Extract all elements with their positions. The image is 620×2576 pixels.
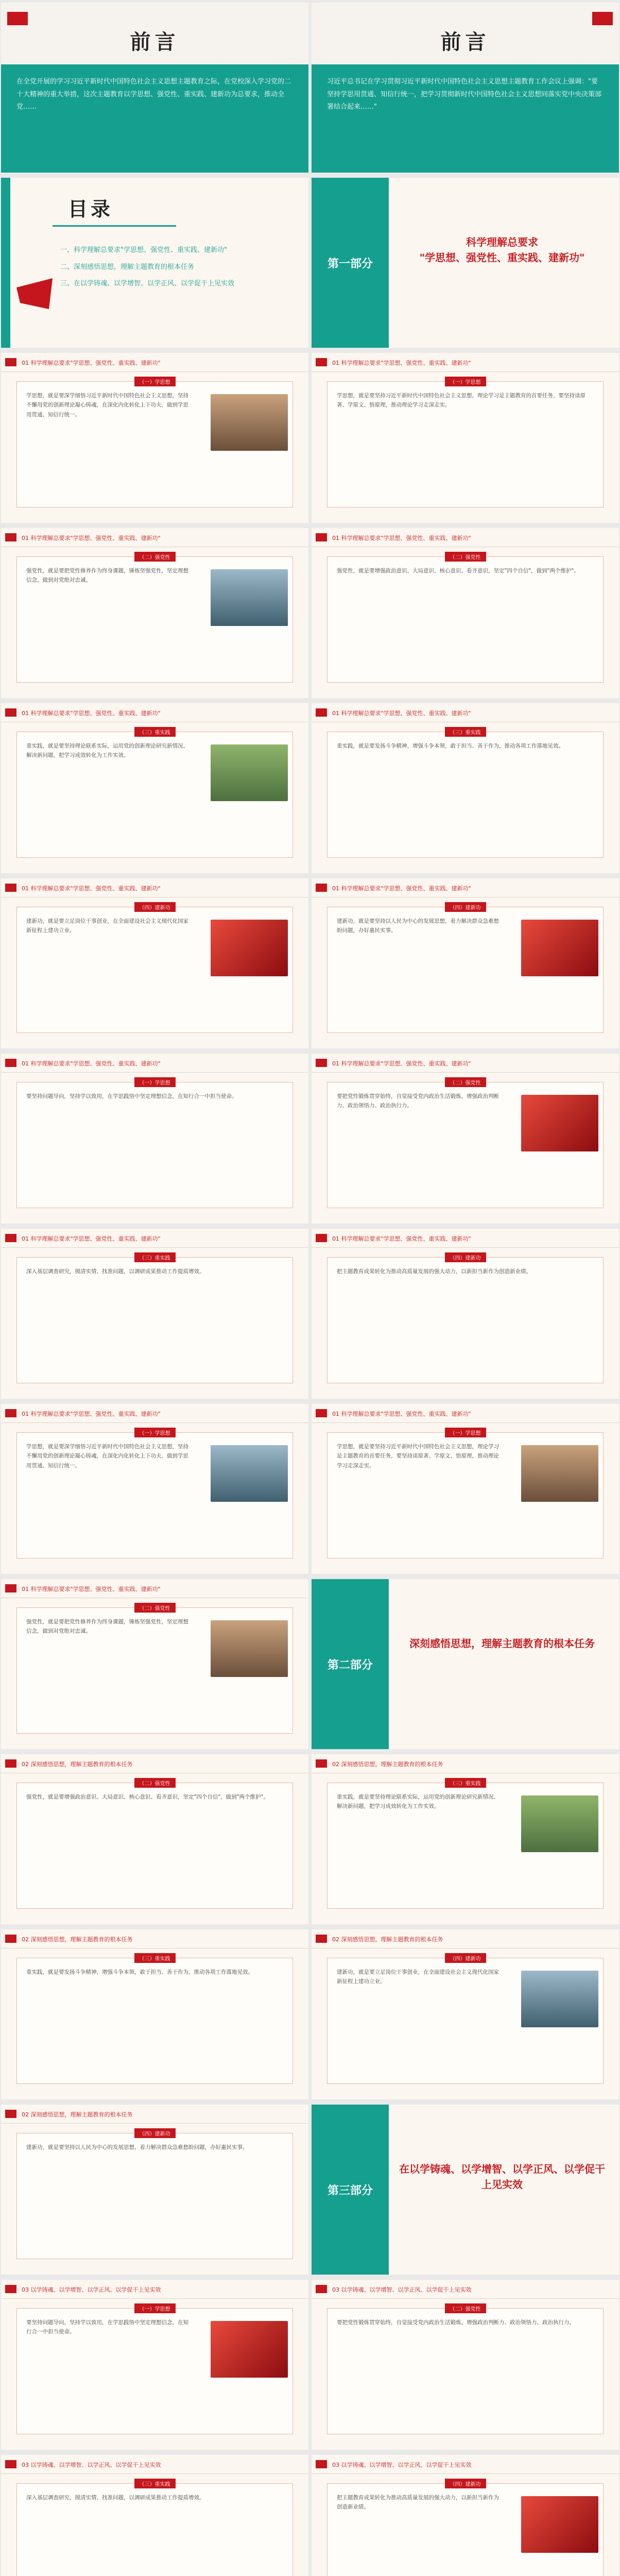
section-header: 01 科学理解总要求"学思想、强党性、重实践、建新功": [332, 1235, 471, 1242]
toc-item[interactable]: 二、深刻感悟思想，理解主题教育的根本任务: [60, 263, 195, 271]
section-header: 02 深刻感悟思想，理解主题教育的根本任务: [22, 2111, 133, 2118]
content-slide[interactable]: [1, 528, 308, 698]
illustration-image: [211, 1620, 288, 1677]
section-header: 01 科学理解总要求"学思想、强党性、重实践、建新功": [22, 1060, 161, 1067]
flag-icon: [316, 884, 327, 892]
section-tag: （二）强党性: [134, 552, 176, 562]
flag-icon: [16, 278, 53, 309]
body-text: 学思想，就是要深学细悟习近平新时代中国特色社会主义思想，坚持不懈用党的创新理论凝心铸魂，在深化内化转化上下功夫，做到学思用贯通、知信行统一。: [26, 1444, 188, 1469]
illustration-image: [211, 394, 288, 451]
flag-icon: [5, 358, 16, 366]
section-header: 01 科学理解总要求"学思想、强党性、重实践、建新功": [22, 885, 161, 892]
illustration-image: [521, 1095, 598, 1151]
section-header: 01 科学理解总要求"学思想、强党性、重实践、建新功": [22, 1235, 161, 1242]
section-tag: （二）强党性: [445, 2303, 486, 2313]
row: [0, 701, 620, 876]
section-tag: （三）重实践: [134, 727, 176, 737]
illustration-image: [521, 1795, 598, 1852]
section-tag: （三）重实践: [445, 1778, 486, 1788]
body-text: 建新功，就是要立足岗位干事创业，在全面建设社会主义现代化国家新征程上建功立业。: [337, 1969, 499, 1985]
flag-icon: [5, 1935, 16, 1943]
illustration-image: [211, 920, 288, 976]
body-text: 建新功，就是要立足岗位干事创业，在全面建设社会主义现代化国家新征程上建功立业。: [26, 918, 188, 934]
section-tag: （二）强党性: [445, 552, 486, 562]
section-header: 02 深刻感悟思想，理解主题教育的根本任务: [332, 1936, 443, 1943]
content-box: [16, 1257, 293, 1383]
part-subtitle: 科学理解总要求: [466, 236, 538, 248]
row-cover: [0, 0, 620, 175]
content-slide[interactable]: [312, 2455, 619, 2576]
illustration-image: [211, 1445, 288, 1502]
content-box: [327, 2308, 604, 2434]
content-slide[interactable]: [1, 2455, 308, 2576]
section-header: 03 以学铸魂、以学增智、以学正风、以学促干上见实效: [22, 2286, 161, 2293]
flag-icon: [5, 2285, 16, 2293]
content-slide[interactable]: [312, 528, 619, 698]
section-tag: （一）学思想: [134, 2303, 176, 2313]
flag-icon: [7, 12, 28, 25]
content-slide[interactable]: [312, 1754, 619, 1924]
section-tag: （四）建新功: [134, 902, 176, 912]
body-text: 强党性，就是要增强政治意识、大局意识、核心意识、看齐意识，坚定"四个自信"，做到"两个维护"。: [337, 568, 579, 574]
body-text: 强党性，就是要把党性修养作为终身课题，锤炼坚强党性，坚定理想信念，做到对党绝对忠诚。: [26, 1619, 188, 1635]
body-text: 要坚持问题导向，坚持学以致用，在学思践悟中坚定理想信念，在知行合一中担当使命。: [26, 2319, 188, 2335]
flag-icon: [5, 1584, 16, 1592]
content-slide[interactable]: [1, 1229, 308, 1399]
flag-icon: [5, 1759, 16, 1768]
flag-icon: [316, 533, 327, 541]
content-slide[interactable]: [312, 353, 619, 523]
slide-preface-right[interactable]: [312, 3, 619, 173]
page-title: 前言: [130, 30, 180, 54]
section-header: 01 科学理解总要求"学思想、强党性、重实践、建新功": [22, 535, 161, 541]
flag-icon: [316, 2460, 327, 2468]
section-tag: （四）建新功: [445, 902, 486, 912]
section-header: 03 以学铸魂、以学增智、以学正风、以学促干上见实效: [332, 2462, 472, 2468]
section-header: 01 科学理解总要求"学思想、强党性、重实践、建新功": [22, 1411, 161, 1417]
section-header: 03 以学铸魂、以学增智、以学正风、以学促干上见实效: [332, 2286, 472, 2293]
flag-icon: [316, 1059, 327, 1067]
part-subtitle-2: "学思想、强党性、重实践、建新功": [419, 251, 585, 264]
flag-icon: [316, 358, 327, 366]
page-title: 前言: [440, 30, 490, 54]
content-slide[interactable]: [1, 878, 308, 1048]
content-slide[interactable]: [1, 1754, 308, 1924]
section-header: 01 科学理解总要求"学思想、强党性、重实践、建新功": [332, 710, 471, 717]
section-header: 01 科学理解总要求"学思想、强党性、重实践、建新功": [332, 1060, 471, 1067]
content-slide[interactable]: [1, 1929, 308, 2099]
body-text: 把主题教育成果转化为推动高质量发展的强大动力，以新担当新作为创造新业绩。: [337, 2495, 499, 2511]
section-header: 01 科学理解总要求"学思想、强党性、重实践、建新功": [332, 885, 471, 892]
body-text: 深入基层调查研究，摸清实情、找准问题，以调研成果推动工作提质增效。: [26, 2495, 205, 2501]
body-text: 学思想，就是要深学细悟习近平新时代中国特色社会主义思想，坚持不懈用党的创新理论凝心铸魂，在深化内化转化上下功夫，做到学思用贯通、知信行统一。: [26, 393, 188, 418]
slide-toc[interactable]: [1, 178, 308, 348]
flag-icon: [592, 12, 613, 25]
part-label: 第二部分: [327, 1658, 373, 1672]
flag-icon: [316, 708, 327, 717]
flag-icon: [5, 708, 16, 717]
illustration-image: [211, 2321, 288, 2378]
body-text: 学思想，就是要坚持习近平新时代中国特色社会主义思想，理论学习是主题教育的首要任务，要坚持读原著、学原文、悟原理，推动理论学习走深走实。: [337, 393, 585, 409]
body-text: 重实践，就是要坚持理论联系实际，运用党的创新理论研究新情况、解决新问题，把学习成效转化为工作实效。: [337, 1794, 499, 1810]
section-header: 01 科学理解总要求"学思想、强党性、重实践、建新功": [22, 1586, 161, 1592]
row: [0, 2102, 620, 2277]
row: [0, 1401, 620, 1577]
toc-item[interactable]: 一、科学理解总要求"学思想、强党性、重实践、建新功": [60, 246, 227, 254]
illustration-image: [521, 920, 598, 976]
body-text: 重实践，就是要坚持理论联系实际，运用党的创新理论研究新情况、解决新问题，把学习成效转化为工作实效。: [26, 743, 188, 759]
slide-preface-left[interactable]: [1, 3, 308, 173]
content-slide[interactable]: [312, 1404, 619, 1574]
content-slide[interactable]: [1, 1404, 308, 1574]
body-text: 建新功，就是要坚持以人民为中心的发展思想，着力解决群众急难愁盼问题，办好惠民实事。: [337, 918, 499, 934]
body-text: 重实践，就是要发扬斗争精神，增强斗争本领，敢于担当、善于作为，推动各项工作落地见效。: [337, 743, 564, 749]
slide-part-2[interactable]: [312, 1579, 619, 1749]
section-tag: （三）重实践: [445, 727, 486, 737]
flag-icon: [316, 1234, 327, 1242]
row: [0, 2277, 620, 2452]
flag-icon: [5, 2460, 16, 2468]
content-slide[interactable]: [1, 703, 308, 873]
section-tag: （四）建新功: [445, 1953, 486, 1963]
content-box: [327, 381, 604, 507]
illustration-image: [521, 2496, 598, 2553]
slide-part-1[interactable]: [312, 178, 619, 348]
row-toc: [0, 175, 620, 350]
toc-title: 目录: [68, 197, 114, 221]
body-text: 强党性，就是要把党性修养作为终身课题，锤炼坚强党性，坚定理想信念，做到对党绝对忠诚。: [26, 568, 188, 584]
section-header: 01 科学理解总要求"学思想、强党性、重实践、建新功": [332, 360, 471, 366]
section-tag: （一）学思想: [445, 377, 486, 386]
content-slide[interactable]: [1, 2280, 308, 2450]
content-box: [16, 2133, 293, 2259]
section-header: 02 深刻感悟思想，理解主题教育的根本任务: [22, 1761, 133, 1768]
flag-icon: [316, 2285, 327, 2293]
section-tag: （四）建新功: [445, 1252, 486, 1262]
content-box: [16, 1082, 293, 1208]
body-text: 深入基层调查研究，摸清实情、找准问题，以调研成果推动工作提质增效。: [26, 1268, 205, 1275]
section-tag: （三）重实践: [134, 2479, 176, 2488]
flag-icon: [5, 2110, 16, 2118]
row: [0, 1577, 620, 1752]
body-text: 要把党性锻炼贯穿始终，自觉接受党内政治生活锻炼，增强政治判断力、政治领悟力、政治执行力。: [337, 1093, 499, 1109]
content-box: [327, 1257, 604, 1383]
flag-icon: [5, 1409, 16, 1417]
part-label: 第一部分: [327, 257, 373, 270]
content-box: [16, 1783, 293, 1909]
content-slide[interactable]: [312, 1054, 619, 1224]
content-slide[interactable]: [312, 1929, 619, 2099]
body-text: 重实践，就是要发扬斗争精神，增强斗争本领，敢于担当、善于作为，推动各项工作落地见效。: [26, 1969, 253, 1975]
section-header: 02 深刻感悟思想，理解主题教育的根本任务: [22, 1936, 133, 1943]
part-label: 第三部分: [327, 2184, 373, 2197]
section-tag: （一）学思想: [134, 1077, 176, 1087]
content-slide[interactable]: [1, 1054, 308, 1224]
section-tag: （四）建新功: [445, 2479, 486, 2488]
section-tag: （四）建新功: [134, 2128, 176, 2138]
row: [0, 526, 620, 701]
slide-part-3[interactable]: [312, 2105, 619, 2275]
content-slide[interactable]: [1, 1579, 308, 1749]
section-tag: （一）学思想: [134, 377, 176, 386]
flag-icon: [316, 1409, 327, 1417]
section-header: 02 深刻感悟思想，理解主题教育的根本任务: [332, 1761, 443, 1768]
flag-icon: [5, 533, 16, 541]
content-slide[interactable]: [312, 878, 619, 1048]
toc-list: [60, 242, 234, 293]
body-text: 要坚持问题导向，坚持学以致用，在学思践悟中坚定理想信念，在知行合一中担当使命。: [26, 1093, 237, 1099]
row: [0, 2452, 620, 2576]
body-text: 建新功，就是要坚持以人民为中心的发展思想，着力解决群众急难愁盼问题，办好惠民实事。: [26, 2144, 248, 2150]
content-slide[interactable]: [312, 1229, 619, 1399]
body-text: 要把党性锻炼贯穿始终，自觉接受党内政治生活锻炼，增强政治判断力、政治领悟力、政治执行力。: [337, 2319, 575, 2326]
section-header: 01 科学理解总要求"学思想、强党性、重实践、建新功": [332, 535, 471, 541]
section-tag: （一）学思想: [445, 1428, 486, 1437]
part-subtitle: 深刻感悟思想，理解主题教育的根本任务: [409, 1637, 595, 1650]
illustration-image: [521, 1445, 598, 1502]
flag-icon: [5, 884, 16, 892]
content-slide[interactable]: [312, 2280, 619, 2450]
toc-item[interactable]: 三、在以学铸魂、以学增智、以学正风、以学促干上见实效: [60, 280, 235, 287]
section-tag: （二）强党性: [445, 1077, 486, 1087]
illustration-image: [211, 569, 288, 626]
row: [0, 1752, 620, 1927]
part-subtitle: 在以学铸魂、以学增智、以学正风、以学促干上见实效: [399, 2163, 605, 2191]
flag-icon: [316, 1935, 327, 1943]
content-box: [16, 2483, 293, 2576]
row: [0, 1927, 620, 2102]
section-header: 01 科学理解总要求"学思想、强党性、重实践、建新功": [22, 360, 161, 366]
row: [0, 1226, 620, 1401]
section-tag: （三）重实践: [134, 1953, 176, 1963]
content-slide[interactable]: [1, 353, 308, 523]
body-text: 强党性，就是要增强政治意识、大局意识、核心意识、看齐意识，坚定"四个自信"，做到"两个维护"。: [26, 1794, 269, 1800]
illustration-image: [211, 744, 288, 801]
section-tag: （三）重实践: [134, 1252, 176, 1262]
preface-text: 在全党开展的学习习近平新时代中国特色社会主义思想主题教育之际，在党校深入学习党的二十大精神的重大举措，这次主题教育以学思想、强党性、重实践、建新功为总要求，推动全党……: [16, 78, 291, 111]
content-slide[interactable]: [312, 703, 619, 873]
flag-icon: [316, 1759, 327, 1768]
section-tag: （二）强党性: [134, 1603, 176, 1613]
flag-icon: [5, 1234, 16, 1242]
row: [0, 350, 620, 526]
body-text: 学思想，就是要坚持习近平新时代中国特色社会主义思想，理论学习是主题教育的首要任务，要坚持读原著、学原文、悟原理，推动理论学习走深走实。: [337, 1444, 499, 1469]
content-slide[interactable]: [1, 2105, 308, 2275]
illustration-image: [521, 1971, 598, 2027]
content-box: [16, 1958, 293, 2084]
body-text: 把主题教育成果转化为推动高质量发展的强大动力，以新担当新作为创造新业绩。: [337, 1268, 531, 1275]
section-tag: （二）强党性: [134, 1778, 176, 1788]
content-box: [327, 556, 604, 683]
section-header: 01 科学理解总要求"学思想、强党性、重实践、建新功": [22, 710, 161, 717]
content-box: [327, 732, 604, 858]
section-tag: （一）学思想: [134, 1428, 176, 1437]
row: [0, 1051, 620, 1226]
flag-icon: [5, 1059, 16, 1067]
preface-text: 习近平总书记在学习贯彻习近平新时代中国特色社会主义思想主题教育工作会议上强调："要坚持学思用贯通、知信行统一，把学习贯彻新时代中国特色社会主义思想同落实党中央决策部署结合起来……": [327, 78, 602, 111]
section-header: 03 以学铸魂、以学增智、以学正风、以学促干上见实效: [22, 2462, 161, 2468]
section-header: 01 科学理解总要求"学思想、强党性、重实践、建新功": [332, 1411, 471, 1417]
row: [0, 876, 620, 1051]
